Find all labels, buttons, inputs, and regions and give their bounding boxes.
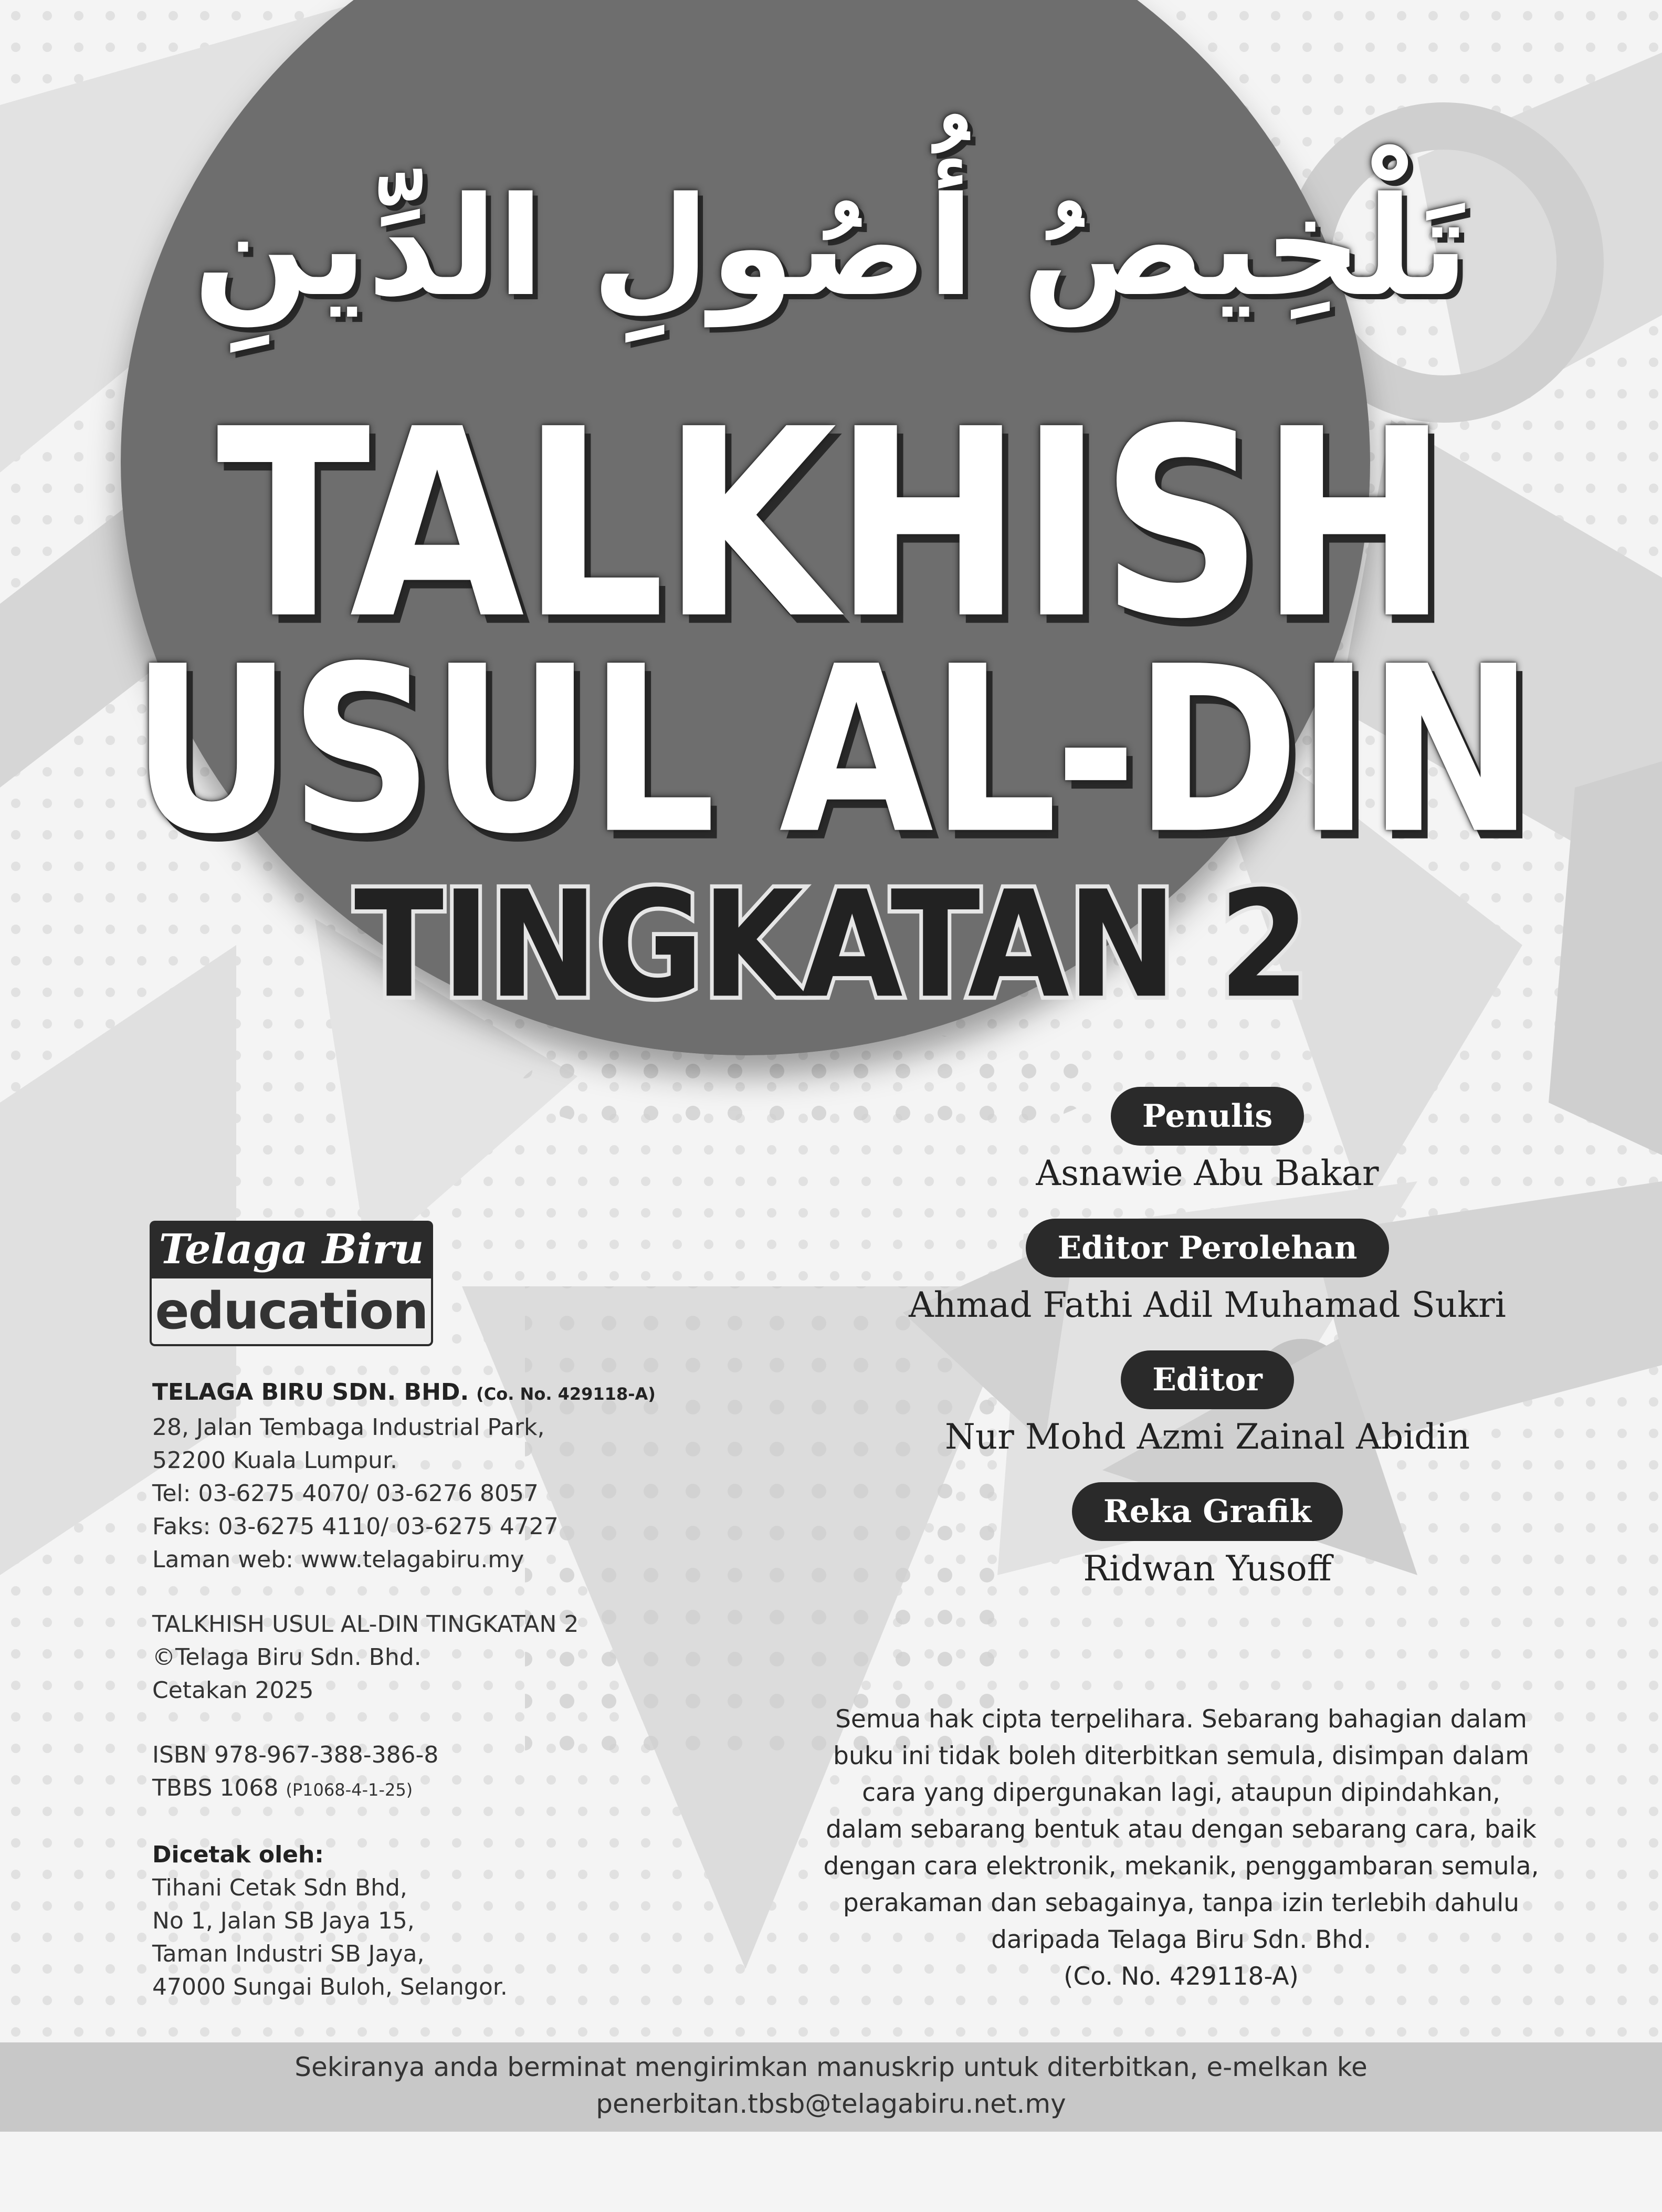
tbbs-line — [152, 1771, 808, 1807]
logo-bottom-text: education — [150, 1278, 433, 1346]
footer-line-1: Sekiranya anda berminat mengirimkan manuskrip untuk diterbitkan, e-melkan ke — [294, 2052, 1368, 2082]
logo-top-text: Telaga Biru — [150, 1221, 433, 1278]
publisher-name: TELAGA BIRU SDN. BHD. — [152, 1379, 469, 1406]
printer-line-1: Tihani Cetak Sdn Bhd, — [152, 1874, 407, 1901]
telephone: Tel: 03-6275 4070/ 03-6276 8057 — [152, 1480, 539, 1507]
credit-name: Asnawie Abu Bakar — [1036, 1153, 1379, 1193]
cover-title-block — [0, 0, 1662, 1050]
publisher-info — [152, 1376, 808, 2004]
credit-item — [892, 1087, 1522, 1193]
title-line-2: USUL AL-DIN — [130, 616, 1532, 885]
notice-line: Semua hak cipta terpelihara. Sebarang bahagian dalam — [835, 1705, 1527, 1734]
credit-item — [892, 1482, 1522, 1589]
printer-line-4: 47000 Sungai Buloh, Selangor. — [152, 1974, 508, 2000]
credit-role-badge: Editor Perolehan — [1026, 1219, 1388, 1277]
printing-year: Cetakan 2025 — [152, 1677, 314, 1704]
copyright: ©Telaga Biru Sdn. Bhd. — [152, 1644, 422, 1671]
printed-by-label: Dicetak oleh: — [152, 1841, 324, 1868]
spacer — [152, 1807, 808, 1838]
credit-role-badge: Reka Grafik — [1072, 1482, 1343, 1541]
tbbs-code: (P1068-4-1-25) — [286, 1780, 413, 1800]
tbbs: TBBS 1068 — [152, 1775, 279, 1801]
notice-line: buku ini tidak boleh diterbitkan semula, disimpan dalam — [833, 1742, 1529, 1770]
credit-name: Nur Mohd Azmi Zainal Abidin — [944, 1417, 1470, 1457]
title-line-1: TALKHISH — [216, 374, 1446, 676]
isbn: ISBN 978-967-388-386-8 — [152, 1742, 439, 1768]
footer-email: penerbitan.tbsb@telagabiru.net.my — [596, 2089, 1066, 2119]
printer-line-2: No 1, Jalan SB Jaya 15, — [152, 1907, 415, 1934]
publisher-logo — [150, 1221, 433, 1349]
copyright-notice — [787, 1701, 1575, 1995]
credit-item — [892, 1350, 1522, 1457]
website: Laman web: www.telagabiru.my — [152, 1546, 524, 1573]
credit-role-badge: Penulis — [1111, 1087, 1304, 1146]
notice-line: cara yang dipergunakan lagi, ataupun dipindahkan, — [862, 1778, 1500, 1807]
spacer — [152, 1707, 808, 1738]
credit-name: Ahmad Fathi Adil Muhamad Sukri — [909, 1285, 1506, 1325]
notice-line: dengan cara elektronik, mekanik, penggambaran semula, — [823, 1852, 1539, 1881]
credits-block — [892, 1087, 1522, 1614]
manuscript-footer-band — [0, 2042, 1662, 2132]
credit-role-badge: Editor — [1121, 1350, 1294, 1409]
book-title: TALKHISH USUL AL-DIN TINGKATAN 2 — [152, 1611, 579, 1638]
credit-name: Ridwan Yusoff — [1083, 1548, 1332, 1589]
printer-line-3: Taman Industri SB Jaya, — [152, 1941, 425, 1967]
notice-line: perakaman dan sebagainya, tanpa izin terlebih dahulu — [843, 1889, 1520, 1917]
address-line-1: 28, Jalan Tembaga Industrial Park, — [152, 1414, 545, 1441]
subtitle-tingkatan: TINGKATAN 2 — [354, 859, 1308, 1031]
publisher-name-line — [152, 1376, 808, 1411]
credit-item — [892, 1219, 1522, 1325]
notice-line: daripada Telaga Biru Sdn. Bhd. — [991, 1925, 1371, 1954]
arabic-title: تَلْخِيصُ أُصُولِ الدِّينِ — [193, 168, 1469, 327]
spacer — [152, 1576, 808, 1608]
publisher-co-no: (Co. No. 429118-A) — [476, 1384, 656, 1404]
address-line-2: 52200 Kuala Lumpur. — [152, 1447, 397, 1474]
fax: Faks: 03-6275 4110/ 03-6275 4727 — [152, 1513, 559, 1540]
notice-line: dalam sebarang bentuk atau dengan sebarang cara, baik — [826, 1815, 1537, 1844]
notice-line: (Co. No. 429118-A) — [1064, 1962, 1299, 1991]
